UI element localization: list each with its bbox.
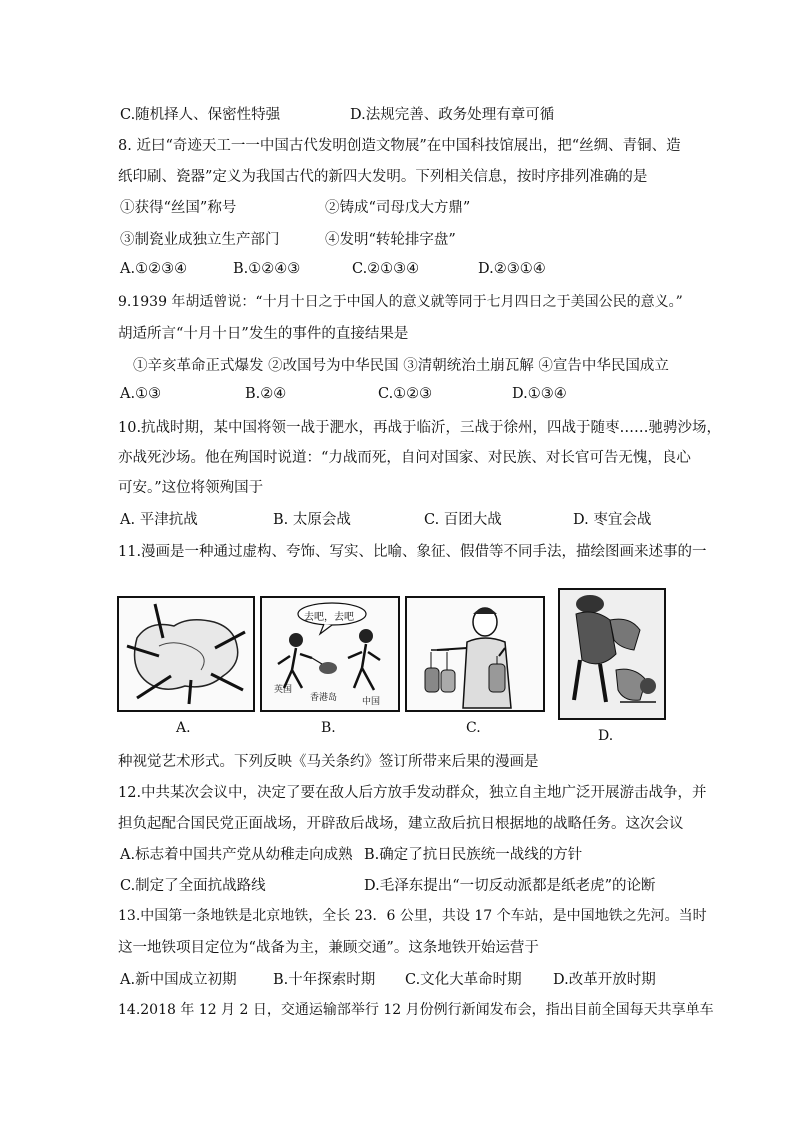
q9-stem-line-1: 9.1939 年胡适曾说：“十月十日之于中国人的意义就等同于七月四日之于美国公民的意义。” [118,294,683,310]
q8-item-2: ②铸成“司母戊大方鼎” [325,200,471,216]
q10-option-d: D. 枣宜会战 [573,512,652,528]
q9-stem-line-2: 胡适所言“十月十日”发生的事件的直接结果是 [118,326,409,342]
cartoon-b-label: B. [321,720,336,736]
q9-option-c: C.①②③ [378,386,433,402]
cartoon-a [117,596,255,712]
q13-option-c: C.文化大革命时期 [405,972,522,988]
q10-option-c: C. 百团大战 [424,512,502,528]
q13-stem-line-2: 这一地铁项目定位为“战备为主，兼顾交通”。这条地铁开始运营于 [118,940,539,956]
q12-option-a: A.标志着中国共产党从幼稚走向成熟 [120,847,353,863]
q11-stem-line-1: 11.漫画是一种通过虚构、夸饰、写实、比喻、象征、假借等不同手法，描绘图画来述事的一 [118,544,707,560]
q8-option-c: C.②①③④ [352,261,420,277]
cartoon-b-tag-china: 中国 [362,697,381,707]
q12-option-d: D.毛泽东提出“一切反动派都是纸老虎”的论断 [364,878,656,894]
q8-option-d: D.②③①④ [478,261,546,277]
q10-option-a: A. 平津抗战 [120,512,198,528]
q11-stem-line-2: 种视觉艺术形式。下列反映《马关条约》签订所带来后果的漫画是 [118,754,539,770]
q13-option-b: B.十年探索时期 [273,972,376,988]
q9-items: ①辛亥革命正式爆发 ②改国号为中华民国 ③清朝统治土崩瓦解 ④宣告中华民国成立 [133,358,669,374]
q13-option-a: A.新中国成立初期 [120,972,237,988]
cartoon-d-label: D. [598,728,614,744]
cartoon-d [558,588,666,720]
q8-stem-line-2: 纸印刷、瓷器”定义为我国古代的新四大发明。下列相关信息，按时序排列准确的是 [118,169,648,185]
cartoon-a-label: A. [176,720,191,736]
q8-item-1: ①获得“丝国”称号 [120,200,237,216]
cartoon-b-tag-hongkong: 香港岛 [310,693,338,703]
cartoon-b-tag-britain: 英国 [274,685,293,695]
q12-stem-line-2: 担负起配合国民党正面战场，开辟敌后战场，建立敌后抗日根据地的战略任务。这次会议 [118,816,684,832]
q13-option-d: D.改革开放时期 [553,972,656,988]
cartoon-c [405,596,545,712]
q14-stem-line-1: 14.2018 年 12 月 2 日，交通运输部举行 12 月份例行新闻发布会，指出目前全国每天共享单车 [118,1002,714,1018]
q8-option-b: B.①②④③ [233,261,301,277]
q8-item-4: ④发明“转轮排字盘” [325,232,456,248]
q13-stem-line-1: 13.中国第一条地铁是北京地铁，全长 23．6 公里，共设 17 个车站，是中国地铁之先河。当时 [118,908,707,924]
q8-item-3: ③制瓷业成独立生产部门 [120,232,280,248]
q12-option-b: B.确定了抗日民族统一战线的方针 [364,847,583,863]
q9-option-a: A.①③ [120,386,162,402]
q8-option-a: A.①②③④ [120,261,188,277]
q9-option-d: D.①③④ [512,386,567,402]
cartoon-b [260,596,400,712]
cartoon-d-drawing [560,590,664,718]
cartoon-c-label: C. [466,720,481,736]
q7-option-d: D.法规完善、政务处理有章可循 [350,107,555,123]
q10-option-b: B. 太原会战 [273,512,351,528]
cartoon-c-drawing [407,598,543,710]
q10-stem-line-3: 可安。”这位将领殉国于 [118,480,264,496]
q12-option-c: C.制定了全面抗战路线 [120,878,266,894]
q10-stem-line-2: 亦战死沙场。他在殉国时说道：“力战而死，自问对国家、对民族、对长官可告无愧，良心 [118,450,691,466]
q9-option-b: B.②④ [245,386,287,402]
q10-stem-line-1: 10.抗战时期，某中国将领一战于淝水，再战于临沂，三战于徐州，四战于随枣……驰骋沙场， [118,420,722,436]
cartoon-a-drawing [119,598,253,710]
cartoon-b-speech: 去吧，去吧 [304,612,354,623]
q12-stem-line-1: 12.中共某次会议中，决定了要在敌人后方放手发动群众，独立自主地广泛开展游击战争，并 [118,785,707,801]
q7-option-c: C.随机择人、保密性特强 [120,107,281,123]
q8-stem-line-1: 8. 近曰“奇迹天工一一中国古代发明创造文物展”在中国科技馆展出，把“丝绸、青铜、造 [118,138,681,154]
